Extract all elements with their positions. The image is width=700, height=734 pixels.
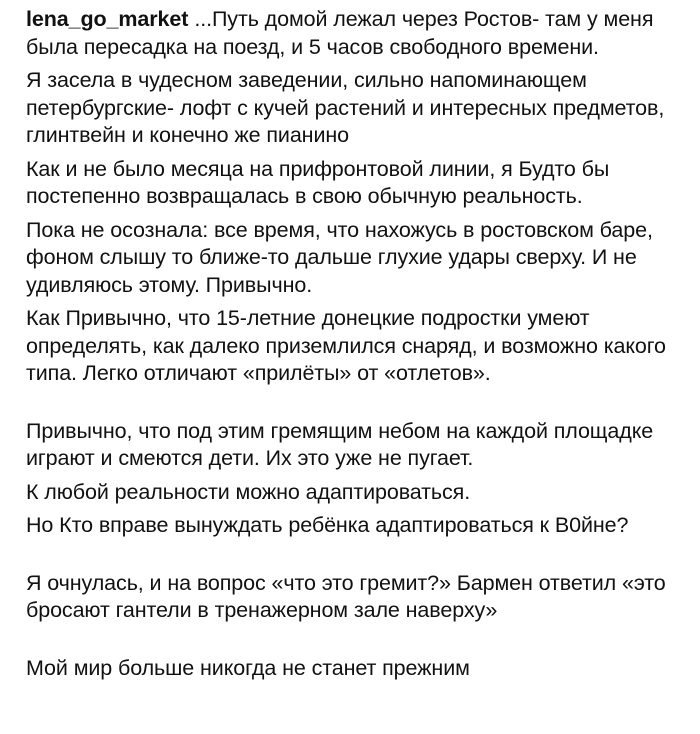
username-link[interactable]: lena_go_market — [26, 7, 189, 31]
caption-paragraph-6: Привычно, что под этим гремящим небом на каждой площадке играют и смеются дети. Их это уже не пугает. — [26, 418, 654, 470]
caption-text: ...Путь домой лежал через Ростов- там у меня была пересадка на поезд, и 5 часов свободного времени. — [26, 7, 654, 59]
caption-paragraph-10: Мой мир больше никогда не станет прежним — [26, 655, 470, 680]
caption-paragraph-3: Как и не было месяца на прифронтовой линии, я Будто бы постепенно возвращалась в свою обычную реальность. — [26, 156, 610, 208]
caption-paragraph-9: Я очнулась, и на вопрос «что это гремит?» Бармен ответил «это бросают гантели в тренажерном зале наверху» — [26, 570, 666, 622]
caption-paragraph-1 — [26, 6, 694, 61]
post-caption — [26, 6, 694, 688]
caption-paragraph-5: Как Привычно, что 15-летние донецкие подростки умеют определять, как далеко приземлился снаряд, и возможно какого типа. Легко отличают «прилёты» от «отлетов». — [26, 306, 666, 385]
caption-paragraph-7: К любой реальности можно адаптироваться. — [26, 479, 471, 504]
caption-paragraph-2: Я засела в чудесном заведении, сильно напоминающем петербургские- лофт с кучей растений и интересных предметов, глинтвейн и конечно же пианино — [26, 68, 665, 147]
caption-paragraph-4: Пока не осознала: все время, что нахожусь в ростовском баре, фоном слышу то ближе-то дальше глухие удары сверху. И не удивляюсь этому. Привычно. — [26, 217, 653, 297]
caption-paragraph-8: Но Кто вправе вынуждать ребёнка адаптироваться к В0йне? — [26, 513, 629, 537]
